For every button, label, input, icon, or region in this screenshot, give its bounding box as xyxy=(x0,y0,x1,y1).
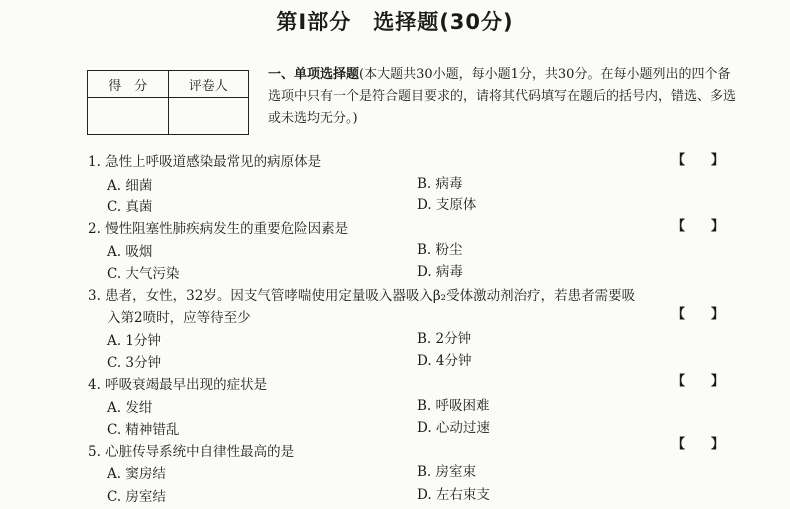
question-2-option-b[interactable]: B. 粉尘 xyxy=(417,242,463,258)
score-cell[interactable] xyxy=(88,98,169,135)
question-3-option-d[interactable]: D. 4分钟 xyxy=(417,353,472,369)
question-1-option-c[interactable]: C. 真菌 xyxy=(107,199,153,215)
question-1-option-b[interactable]: B. 病毒 xyxy=(417,176,463,192)
score-table xyxy=(87,70,249,135)
question-4-option-c[interactable]: C. 精神错乱 xyxy=(107,422,180,438)
question-1-option-a[interactable]: A. 细菌 xyxy=(107,178,153,194)
grader-label: 评卷人 xyxy=(168,71,249,98)
answer-bracket-5[interactable]: 【 】 xyxy=(672,437,725,452)
question-2-option-d[interactable]: D. 病毒 xyxy=(417,264,463,280)
question-4-option-d[interactable]: D. 心动过速 xyxy=(417,420,490,436)
question-2-stem: 2. 慢性阻塞性肺疾病发生的重要危险因素是 xyxy=(88,221,349,237)
question-5-option-d[interactable]: D. 左右束支 xyxy=(417,487,490,503)
question-3-option-a[interactable]: A. 1分钟 xyxy=(107,333,161,349)
question-2-option-c[interactable]: C. 大气污染 xyxy=(107,266,180,282)
section-heading: 一、单项选择题 xyxy=(268,67,360,82)
question-4-option-a[interactable]: A. 发绀 xyxy=(107,400,153,416)
grader-cell[interactable] xyxy=(168,98,249,135)
question-3-option-b[interactable]: B. 2分钟 xyxy=(417,331,472,347)
question-5-option-c[interactable]: C. 房室结 xyxy=(107,489,166,505)
question-5-option-a[interactable]: A. 窦房结 xyxy=(107,466,166,482)
answer-bracket-3[interactable]: 【 】 xyxy=(672,307,725,322)
question-4-stem: 4. 呼吸衰竭最早出现的症状是 xyxy=(88,377,268,393)
question-5-stem: 5. 心脏传导系统中自律性最高的是 xyxy=(88,444,295,460)
question-1-stem: 1. 急性上呼吸道感染最常见的病原体是 xyxy=(88,154,322,170)
answer-bracket-4[interactable]: 【 】 xyxy=(672,374,725,389)
section-instructions xyxy=(268,64,738,130)
page-title: 第Ⅰ部分 选择题(30分) xyxy=(276,10,514,34)
answer-bracket-1[interactable]: 【 】 xyxy=(672,153,725,168)
question-2-option-a[interactable]: A. 吸烟 xyxy=(107,244,153,260)
question-5-option-b[interactable]: B. 房室束 xyxy=(417,464,477,480)
answer-bracket-2[interactable]: 【 】 xyxy=(672,219,725,234)
question-4-option-b[interactable]: B. 呼吸困难 xyxy=(417,398,490,414)
question-3-stem: 3. 患者，女性，32岁。因支气管哮喘使用定量吸入器吸入β₂受体激动剂治疗，若患者需要吸 xyxy=(88,288,636,304)
question-1-option-d[interactable]: D. 支原体 xyxy=(417,197,477,213)
question-3-stem-continued: 入第2喷时，应等待至少 xyxy=(107,310,251,326)
question-3-option-c[interactable]: C. 3分钟 xyxy=(107,355,162,371)
instructions-text: (本大题共30小题，每小题1分，共30分。在每小题列出的四个备选项中只有一个是符合题目要求的，请将其代码填写在题后的括号内，错选、多选或未选均无分。) xyxy=(268,67,737,126)
score-label: 得 分 xyxy=(88,71,169,98)
